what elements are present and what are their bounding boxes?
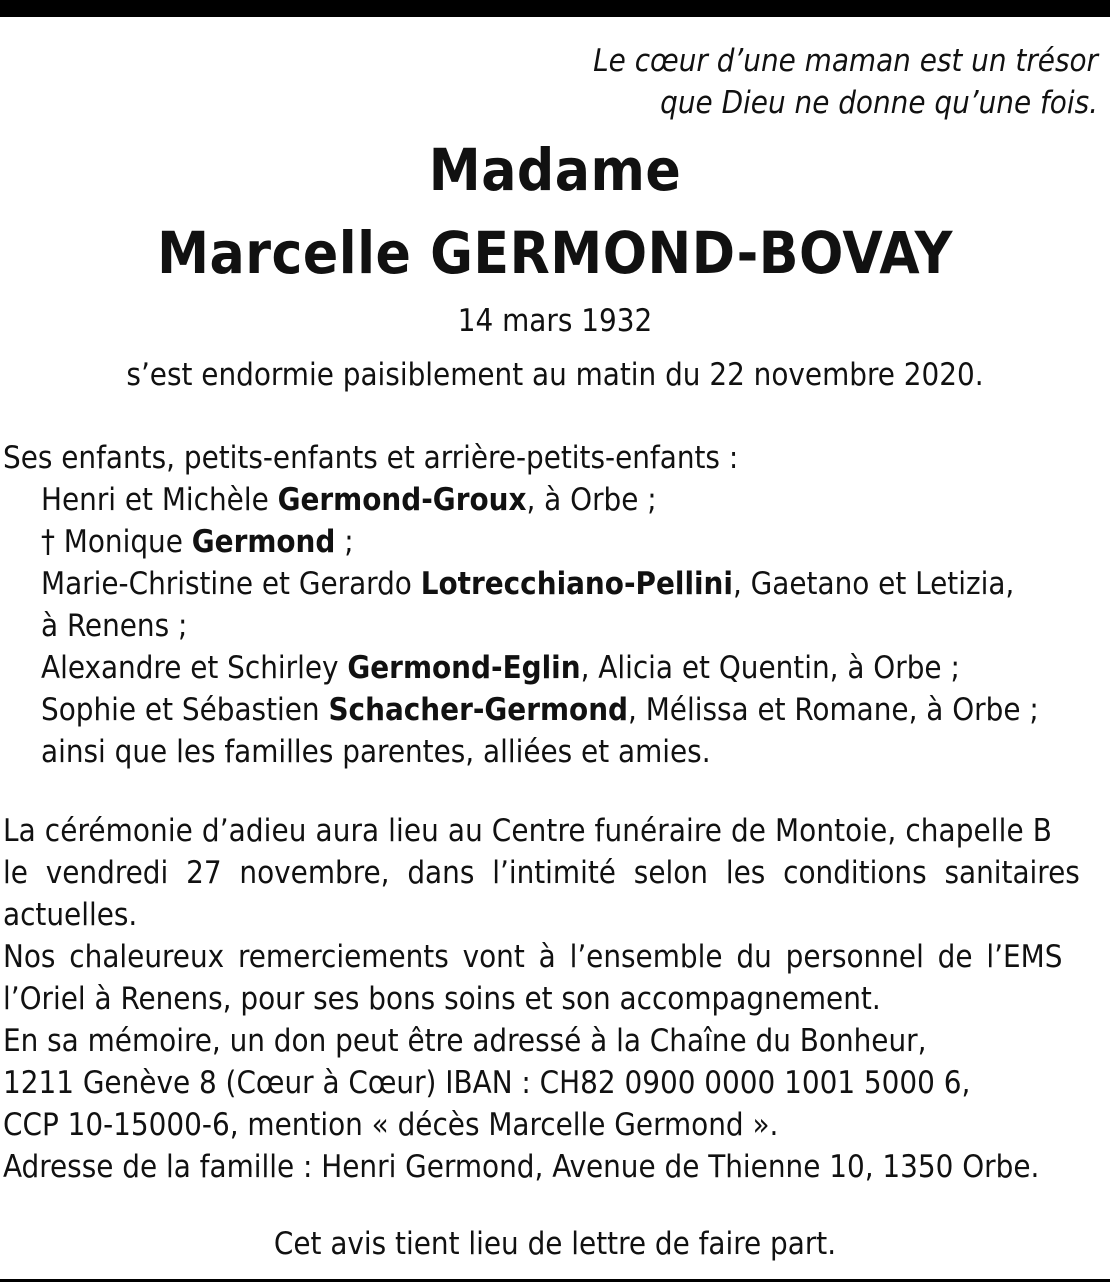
closing-notice: Cet avis tient lieu de lettre de faire part. (273, 1226, 837, 1262)
family-member (3, 689, 1108, 731)
quote-line-1: Le cœur d’une maman est un trésor (593, 43, 1098, 79)
family-member (3, 647, 1108, 689)
member-details: , à Orbe ; (526, 482, 657, 518)
family-list (3, 437, 1108, 773)
family-member-continuation: à Renens ; (41, 608, 188, 644)
ceremony-line-1: La cérémonie d’adieu aura lieu au Centre funéraire de Montoie, chapelle B (3, 813, 1052, 849)
family-address: Adresse de la famille : Henri Germond, Avenue de Thienne 10, 1350 Orbe. (3, 1149, 1040, 1185)
donation-line-1: En sa mémoire, un don peut être adressé à la Chaîne du Bonheur, (3, 1023, 927, 1059)
member-given-names: † Monique (41, 524, 192, 560)
death-statement: s’est endormie paisiblement au matin du 22 novembre 2020. (126, 357, 984, 393)
epigraph-quote (593, 40, 1098, 124)
member-details: ; (335, 524, 354, 560)
title-honorific: Madame (428, 136, 682, 204)
ceremony-details (3, 810, 1108, 1188)
bottom-border-rule (0, 1279, 1110, 1282)
family-member (3, 521, 1108, 563)
member-given-names: Henri et Michèle (41, 482, 278, 518)
title-deceased-name: Marcelle GERMOND-BOVAY (157, 219, 953, 287)
member-given-names: Marie-Christine et Gerardo (41, 566, 421, 602)
donation-line-2: 1211 Genève 8 (Cœur à Cœur) IBAN : CH82 0900 0000 1001 5000 6, (3, 1065, 971, 1101)
ceremony-line-2: le vendredi 27 novembre, dans l’intimité selon les conditions sanitaires (3, 855, 1080, 891)
family-intro: Ses enfants, petits-enfants et arrière-petits-enfants : (3, 440, 739, 476)
family-member (3, 563, 1108, 605)
member-surname: Lotrecchiano-Pellini (420, 566, 733, 602)
top-border-rule (0, 0, 1110, 17)
donation-line-3: CCP 10-15000-6, mention « décès Marcelle Germond ». (3, 1107, 779, 1143)
member-given-names: Sophie et Sébastien (41, 692, 329, 728)
member-surname: Germond-Groux (277, 482, 527, 518)
thanks-line-1: Nos chaleureux remerciements vont à l’ensemble du personnel de l’EMS (3, 939, 1063, 975)
member-surname: Germond (191, 524, 336, 560)
family-member (3, 479, 1108, 521)
birth-date: 14 mars 1932 (457, 303, 653, 339)
member-surname: Germond-Eglin (347, 650, 581, 686)
family-closing: ainsi que les familles parentes, alliées et amies. (41, 734, 711, 770)
quote-line-2: que Dieu ne donne qu’une fois. (660, 85, 1098, 121)
member-given-names: Alexandre et Schirley (41, 650, 348, 686)
ceremony-line-3: actuelles. (3, 897, 138, 933)
thanks-line-2: l’Oriel à Renens, pour ses bons soins et son accompagnement. (3, 981, 881, 1017)
member-details: , Mélissa et Romane, à Orbe ; (628, 692, 1039, 728)
member-details: , Gaetano et Letizia, (732, 566, 1015, 602)
member-surname: Schacher-Germond (328, 692, 629, 728)
member-details: , Alicia et Quentin, à Orbe ; (580, 650, 960, 686)
